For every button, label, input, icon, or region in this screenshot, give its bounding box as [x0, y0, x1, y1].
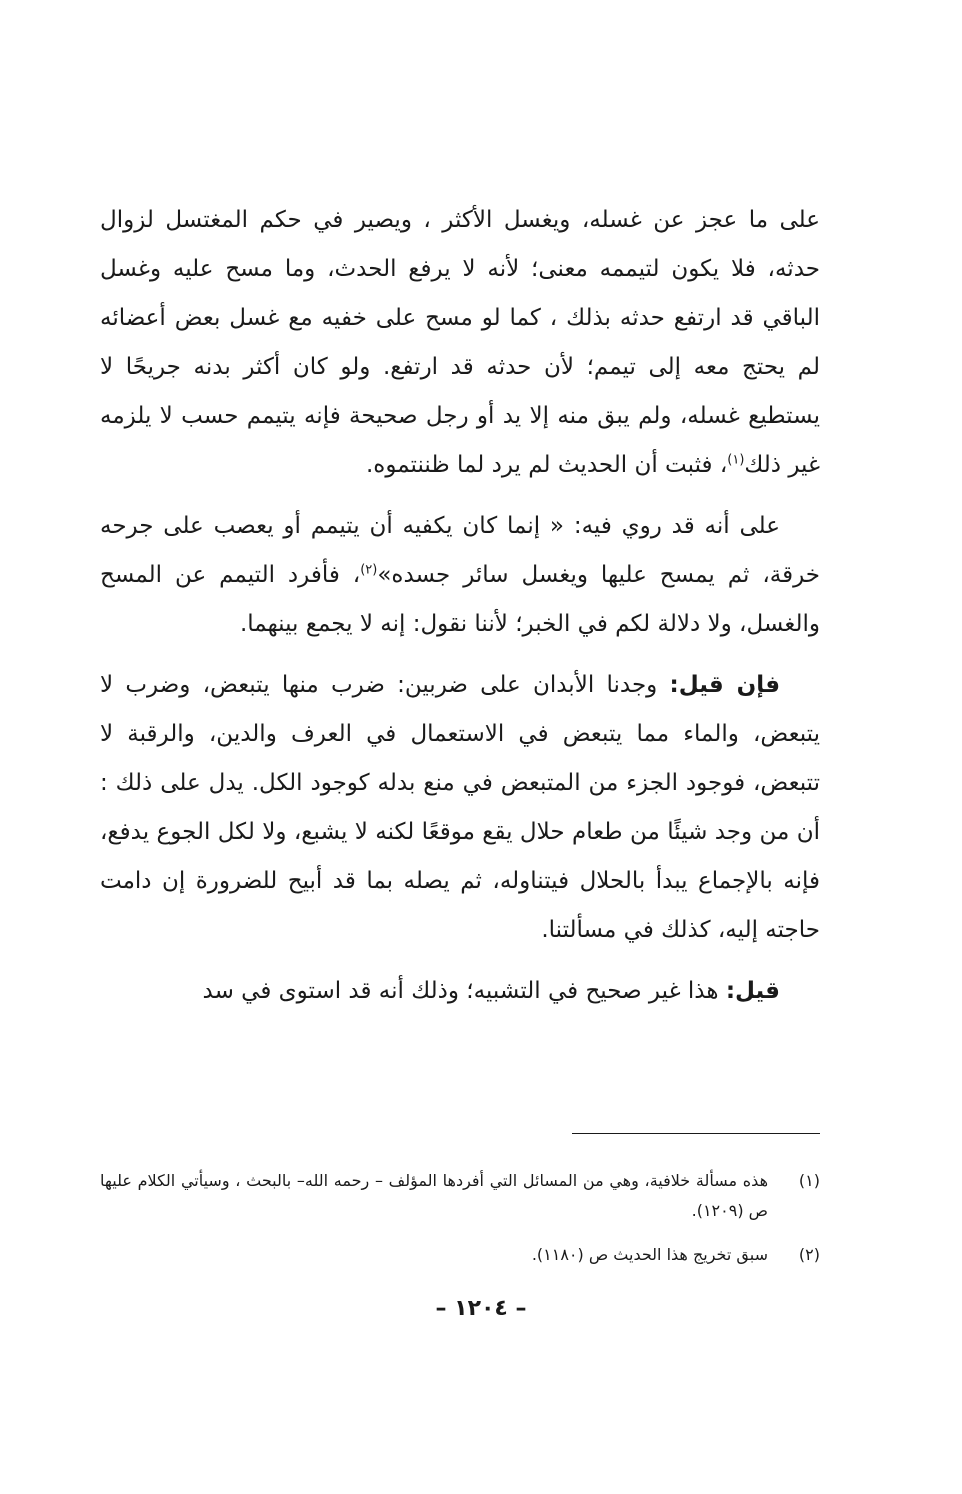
paragraph-text: على أنه قد روي فيه: « إنما كان يكفيه أن يتيمم أو يعصب على جرحه خرقة، ثم يمسح عليها ويغسل سائر جسده»	[100, 513, 820, 588]
footnote-1	[100, 1166, 820, 1226]
paragraph-2	[100, 502, 820, 649]
paragraph-3	[100, 661, 820, 955]
footnote-number: (٢)	[798, 1245, 820, 1264]
paragraph-text: على ما عجز عن غسله، ويغسل الأكثر ، ويصير في حكم المغتسل لزوال حدثه، فلا يكون لتيممه معنى؛ لأنه لا يرفع الحدث، وما مسح عليه وغسل الباقي قد ارتفع حدثه بذلك ، كما لو مسح على خفيه مع غسل بعض أعضائه لم يحتج معه إلى تيمم؛ لأن حدثه قد ارتفع. ولو كان أكثر بدنه جريحًا لا يستطيع غسله، ولم يبق منه إلا يد أو رجل صحيحة فإنه يتيمم حسب لا يلزمه غير ذلك	[100, 207, 820, 478]
footnote-text: سبق تخريج هذا الحديث ص (١١٨٠).	[531, 1245, 768, 1264]
paragraph-text-after: ، فأفرد التيمم عن المسح والغسل، ولا دلالة لكم في الخبر؛ لأننا نقول: إنه لا يجمع بينهما.	[100, 562, 820, 637]
footnote-number: (١)	[798, 1171, 820, 1190]
paragraph-lead: قيل:	[725, 978, 780, 1004]
footnote-separator	[572, 1133, 820, 1134]
footnote-text: هذه مسألة خلافية، وهي من المسائل التي أفردها المؤلف – رحمه الله– بالبحث ، وسيأتي الكلام عليها ص (١٢٠٩).	[100, 1171, 768, 1220]
paragraph-1	[100, 196, 820, 490]
paragraph-text: وجدنا الأبدان على ضربين: ضرب منها يتبعض، وضرب لا يتبعض، والماء مما يتبعض في الاستعمال في العرف والدين، والرقبة لا تتبعض، فوجود الجزء من المتبعض في منع بدله كوجود الكل. يدل على ذلك : أن من وجد شيئًا من طعام حلال يقع موقعًا لكنه لا يشبع، ولا لكل الجوع يدفع، فإنه بالإجماع يبدأ بالحلال فيتناوله، ثم يصله بما قد أبيح للضرورة إن دامت حاجته إليه، كذلك في مسألتنا.	[100, 672, 820, 943]
paragraph-text: هذا غير صحيح في التشبيه؛ وذلك أنه قد استوى في سد	[202, 978, 726, 1004]
page-number: – ١٢٠٤ –	[435, 1296, 527, 1321]
paragraph-lead: فإن قيل:	[669, 672, 781, 698]
paragraph-4	[100, 967, 820, 1016]
footnote-ref-2: (٢)	[360, 562, 378, 578]
footnote-ref-1: (١)	[727, 452, 745, 468]
footnote-2	[100, 1240, 820, 1270]
body-text	[100, 196, 820, 1028]
paragraph-text-after: ، فثبت أن الحديث لم يرد لما ظننتموه.	[365, 452, 728, 478]
footnotes	[100, 1166, 820, 1284]
